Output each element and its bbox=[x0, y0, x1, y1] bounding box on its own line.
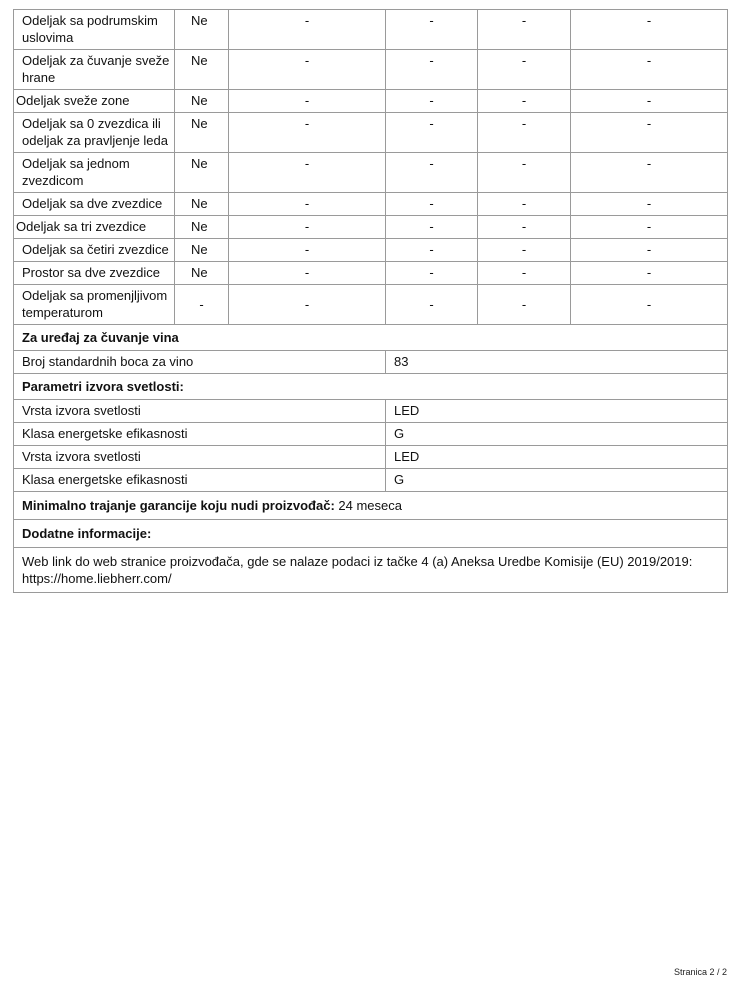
compartment-value: - bbox=[229, 90, 386, 113]
additional-text: Web link do web stranice proizvođača, gde se nalaze podaci iz tačke 4 (a) Aneksa Uredbe Komisije (EU) 2019/2019: https://home.liebherr.com/ bbox=[14, 548, 728, 593]
compartment-value: - bbox=[229, 285, 386, 325]
compartment-name: Odeljak sa četiri zvezdice bbox=[14, 239, 175, 262]
compartment-name: Prostor sa dve zvezdice bbox=[14, 262, 175, 285]
compartment-value: - bbox=[386, 239, 478, 262]
compartment-value: - bbox=[478, 50, 571, 90]
light-row-label: Vrsta izvora svetlosti bbox=[14, 446, 386, 469]
compartment-value: - bbox=[229, 153, 386, 193]
light-row-value: G bbox=[386, 469, 728, 492]
compartment-value: - bbox=[229, 193, 386, 216]
compartment-name: Odeljak sa 0 zvezdica ili odeljak za pravljenje leda bbox=[14, 113, 175, 153]
compartment-value: - bbox=[229, 239, 386, 262]
compartment-value: - bbox=[478, 285, 571, 325]
light-row-label: Klasa energetske efikasnosti bbox=[14, 423, 386, 446]
compartment-value: - bbox=[229, 262, 386, 285]
compartment-present: Ne bbox=[175, 262, 229, 285]
compartment-present: Ne bbox=[175, 113, 229, 153]
warranty-cell bbox=[14, 492, 728, 520]
compartment-value: - bbox=[386, 285, 478, 325]
compartment-row bbox=[14, 50, 728, 90]
additional-text-row bbox=[14, 548, 728, 593]
compartment-name: Odeljak za čuvanje sveže hrane bbox=[14, 50, 175, 90]
compartment-value: - bbox=[571, 90, 728, 113]
compartment-name: Odeljak sa podrumskim uslovima bbox=[14, 10, 175, 50]
compartment-present: - bbox=[175, 285, 229, 325]
compartment-present: Ne bbox=[175, 50, 229, 90]
compartment-value: - bbox=[229, 216, 386, 239]
compartment-present: Ne bbox=[175, 153, 229, 193]
compartment-value: - bbox=[229, 50, 386, 90]
product-info-table bbox=[13, 9, 728, 593]
light-row-label: Klasa energetske efikasnosti bbox=[14, 469, 386, 492]
compartment-value: - bbox=[571, 50, 728, 90]
warranty-row bbox=[14, 492, 728, 520]
compartment-row bbox=[14, 113, 728, 153]
additional-header-row bbox=[14, 520, 728, 548]
compartment-value: - bbox=[571, 10, 728, 50]
compartment-present: Ne bbox=[175, 216, 229, 239]
compartment-value: - bbox=[229, 10, 386, 50]
compartment-value: - bbox=[571, 262, 728, 285]
compartment-value: - bbox=[386, 10, 478, 50]
compartment-row bbox=[14, 153, 728, 193]
compartment-value: - bbox=[386, 50, 478, 90]
compartment-name: Odeljak sveže zone bbox=[14, 90, 175, 113]
compartment-value: - bbox=[571, 153, 728, 193]
compartment-value: - bbox=[478, 216, 571, 239]
compartment-row bbox=[14, 90, 728, 113]
wine-header-row bbox=[14, 325, 728, 351]
warranty-value: 24 meseca bbox=[338, 498, 402, 513]
compartment-value: - bbox=[571, 239, 728, 262]
compartment-name: Odeljak sa promenjljivom temperaturom bbox=[14, 285, 175, 325]
additional-section-header: Dodatne informacije: bbox=[14, 520, 728, 548]
warranty-label: Minimalno trajanje garancije koju nudi proizvođač: bbox=[22, 498, 335, 513]
compartment-present: Ne bbox=[175, 193, 229, 216]
wine-bottles-label: Broj standardnih boca za vino bbox=[14, 351, 386, 374]
light-header-row bbox=[14, 374, 728, 400]
compartment-row bbox=[14, 239, 728, 262]
compartment-row bbox=[14, 262, 728, 285]
compartment-value: - bbox=[571, 193, 728, 216]
compartment-value: - bbox=[229, 113, 386, 153]
compartment-present: Ne bbox=[175, 10, 229, 50]
compartment-name: Odeljak sa dve zvezdice bbox=[14, 193, 175, 216]
light-row bbox=[14, 446, 728, 469]
compartment-value: - bbox=[386, 153, 478, 193]
compartment-value: - bbox=[478, 90, 571, 113]
compartment-value: - bbox=[478, 239, 571, 262]
light-row bbox=[14, 469, 728, 492]
compartment-value: - bbox=[571, 285, 728, 325]
page-number: Stranica 2 / 2 bbox=[673, 967, 727, 977]
compartment-value: - bbox=[478, 262, 571, 285]
compartment-present: Ne bbox=[175, 90, 229, 113]
compartment-value: - bbox=[386, 113, 478, 153]
compartment-value: - bbox=[478, 10, 571, 50]
light-row-value: G bbox=[386, 423, 728, 446]
compartment-row bbox=[14, 193, 728, 216]
light-row-value: LED bbox=[386, 446, 728, 469]
wine-section-header: Za uređaj za čuvanje vina bbox=[14, 325, 728, 351]
compartment-row bbox=[14, 10, 728, 50]
info-rows bbox=[14, 325, 728, 593]
light-section-header: Parametri izvora svetlosti: bbox=[14, 374, 728, 400]
compartment-rows bbox=[14, 10, 728, 325]
compartment-name: Odeljak sa jednom zvezdicom bbox=[14, 153, 175, 193]
compartment-value: - bbox=[386, 193, 478, 216]
compartment-value: - bbox=[571, 113, 728, 153]
wine-bottles-row bbox=[14, 351, 728, 374]
compartment-value: - bbox=[478, 153, 571, 193]
compartment-value: - bbox=[386, 216, 478, 239]
compartment-present: Ne bbox=[175, 239, 229, 262]
wine-bottles-value: 83 bbox=[386, 351, 728, 374]
compartment-row bbox=[14, 285, 728, 325]
compartment-name: Odeljak sa tri zvezdice bbox=[14, 216, 175, 239]
compartment-value: - bbox=[478, 193, 571, 216]
light-row bbox=[14, 400, 728, 423]
light-row-label: Vrsta izvora svetlosti bbox=[14, 400, 386, 423]
compartment-value: - bbox=[478, 113, 571, 153]
compartment-row bbox=[14, 216, 728, 239]
compartment-value: - bbox=[571, 216, 728, 239]
compartment-value: - bbox=[386, 262, 478, 285]
data-sheet bbox=[13, 9, 727, 593]
light-row-value: LED bbox=[386, 400, 728, 423]
compartment-value: - bbox=[386, 90, 478, 113]
light-row bbox=[14, 423, 728, 446]
